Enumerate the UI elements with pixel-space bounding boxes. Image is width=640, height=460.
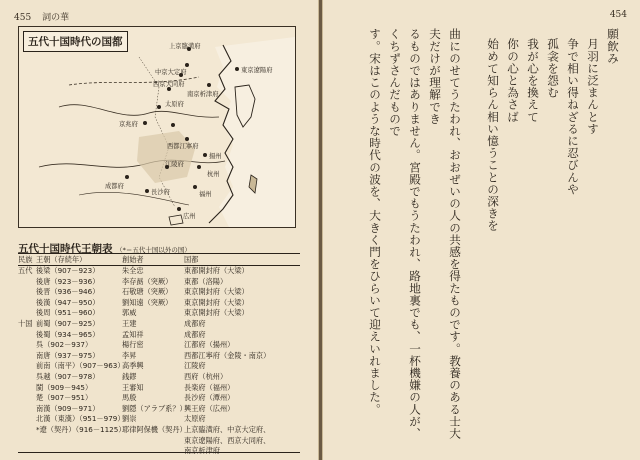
dynasty-cell: 呉越（907－978） xyxy=(36,371,100,381)
founder-cell: 耶律阿保機（契丹） xyxy=(122,424,187,434)
capital-cell: 上京臨潢府、中京大定府、 xyxy=(184,424,271,434)
running-head: 詞の華 xyxy=(42,13,70,23)
founder-cell: 孟知祥 xyxy=(122,329,144,339)
dynasty-cell: 後周（951－960） xyxy=(36,308,100,318)
capital-cell: 東京開封府（大梁） xyxy=(184,287,249,297)
capitals-map xyxy=(18,26,296,228)
map-city-label: 西京大同府 xyxy=(153,81,185,88)
dynasty-table-note: （*＝五代十国以外の国） xyxy=(116,246,191,254)
dynasty-cell: 閩（909－945） xyxy=(36,382,93,392)
poem-title: 願飲み xyxy=(606,28,620,65)
prose-line: す。宋はこのような時代の波を、大きく門をひらいて迎えいれました。 xyxy=(368,28,382,416)
poem-line: 孤衾を怨む xyxy=(546,38,560,99)
poem-line: 你の心と為さば xyxy=(506,38,520,123)
map-city-label: 上京臨潢府 xyxy=(169,43,201,50)
column-header-dynasty: 王朝（存続年） xyxy=(36,255,87,264)
dynasty-cell: 後梁（907－923） xyxy=(36,266,100,275)
map-city-label: 西都江寧府 xyxy=(167,143,199,150)
capital-cell: 成都府 xyxy=(184,318,206,328)
table-row xyxy=(18,351,300,362)
table-row xyxy=(18,425,300,436)
capital-cell: 興王府（広州） xyxy=(184,403,235,413)
map-city-label: 福州 xyxy=(199,191,212,198)
table-row xyxy=(18,404,300,415)
table-row xyxy=(18,330,300,341)
map-city-label: 揚州 xyxy=(209,153,222,160)
table-row xyxy=(18,298,300,309)
right-page-number: 454 xyxy=(609,10,627,20)
dynasty-table-title-text: 五代十国時代王朝表 xyxy=(18,243,113,255)
left-page-header xyxy=(14,10,69,23)
map-city-label: 太原府 xyxy=(165,101,184,108)
dynasty-cell: 後漢（947－950） xyxy=(36,297,100,307)
founder-cell: 楊行密 xyxy=(122,340,144,350)
map-city-label: 南京析津府 xyxy=(187,91,219,98)
prose-line: 曲にのせてうたわれ、おおぜいの人の共感を得たものです。教養のある士大夫だけが理解でき xyxy=(428,28,462,440)
capital-cell: 江陵府 xyxy=(184,361,206,371)
table-bottom-rule xyxy=(18,452,300,453)
stanza-gap xyxy=(465,28,483,448)
capital-cell: 東京遼陽府、西京大同府、 xyxy=(184,435,271,445)
ethnicity-cell: 五代 xyxy=(18,266,33,275)
dynasty-cell: 前南（南平）（907－963） xyxy=(36,361,125,371)
founder-cell: 朱全忠 xyxy=(122,266,144,275)
column-header-ethnicity: 民族 xyxy=(18,255,33,264)
dynasty-cell: 前蜀（907－925） xyxy=(36,318,100,328)
vertical-text-body xyxy=(365,28,623,448)
founder-cell: 王審知 xyxy=(122,382,144,392)
map-city-label: 成都府 xyxy=(105,183,124,190)
dynasty-table-header xyxy=(18,253,300,266)
capital-cell: 江都府（揚州） xyxy=(184,340,235,350)
poem-line: 始めて知らん相い憶うことの深きを xyxy=(486,38,500,232)
capital-cell: 西都江寧府（金陵・南京） xyxy=(184,350,271,360)
capital-cell: 南京析津府 xyxy=(184,446,220,456)
dynasty-table-body xyxy=(18,266,300,457)
capital-cell: 成都府 xyxy=(184,329,206,339)
founder-cell: 高季興 xyxy=(122,361,144,371)
capital-cell: 太原府 xyxy=(184,414,206,424)
left-page-number: 455 xyxy=(14,13,32,23)
founder-cell: 李存勗（突厥） xyxy=(122,276,173,286)
dynasty-cell: *遼（契丹）（916－1125） xyxy=(36,424,126,434)
poem-line: 我が心を換えて xyxy=(526,38,540,123)
dynasty-cell: 後蜀（934－965） xyxy=(36,329,100,339)
dynasty-cell: 後唐（923－936） xyxy=(36,276,100,286)
map-graphic xyxy=(19,27,295,227)
table-row xyxy=(18,308,300,319)
dynasty-cell: 南唐（937－975） xyxy=(36,350,100,360)
map-city-label: 杭州 xyxy=(207,171,220,178)
capital-cell: 東京開封府（大梁） xyxy=(184,297,249,307)
poem-line: 月羽に泛まんとす xyxy=(586,38,600,135)
column-header-capital: 国都 xyxy=(184,255,199,264)
founder-cell: 劉崇 xyxy=(122,414,137,424)
dynasty-cell: 南漢（909－971） xyxy=(36,403,100,413)
founder-cell: 王建 xyxy=(122,318,137,328)
map-city-label: 長沙府 xyxy=(151,189,170,196)
table-row xyxy=(18,436,300,447)
prose-line: るものではありません。宮殿でもうたわれ、路地裏でも、一杯機嫌の人が、くちずさんだもので xyxy=(388,28,422,440)
dynasty-cell: 後晋（936－946） xyxy=(36,287,100,297)
map-city-label: 東京遼陽府 xyxy=(241,67,273,74)
capital-cell: 東都開封府（大梁） xyxy=(184,266,249,275)
map-city-label: 江陵府 xyxy=(165,161,184,168)
map-title: 五代十国時代の国都 xyxy=(23,31,128,52)
left-page xyxy=(0,0,319,460)
founder-cell: 劉知遠（突厥） xyxy=(122,297,173,307)
table-row xyxy=(18,372,300,383)
table-row xyxy=(18,393,300,404)
map-city-label: 中京大定府 xyxy=(155,69,187,76)
ethnicity-cell: 十国 xyxy=(18,318,33,328)
capital-cell: 東京開封府（大梁） xyxy=(184,308,249,318)
map-city-label: 京兆府 xyxy=(119,121,138,128)
right-page xyxy=(322,0,640,460)
map-city-label: 広州 xyxy=(183,213,196,220)
table-row xyxy=(18,414,300,425)
column-header-founder: 創始者 xyxy=(122,255,144,264)
founder-cell: 李昇 xyxy=(122,350,137,360)
founder-cell: 劉隠（アラブ系？） xyxy=(122,403,187,413)
table-row xyxy=(18,319,300,330)
table-row xyxy=(18,383,300,394)
capital-cell: 長沙府（潭州） xyxy=(184,393,235,403)
dynasty-cell: 呉（902－937） xyxy=(36,340,93,350)
dynasty-cell: 楚（907－951） xyxy=(36,393,93,403)
table-row xyxy=(18,361,300,372)
capital-cell: 西府（杭州） xyxy=(184,371,228,381)
table-row xyxy=(18,340,300,351)
dynasty-cell: 北漢（東漢）（951－979） xyxy=(36,414,125,424)
capital-cell: 長楽府（福州） xyxy=(184,382,235,392)
table-row xyxy=(18,277,300,288)
table-row xyxy=(18,266,300,277)
founder-cell: 銭鏐 xyxy=(122,371,137,381)
founder-cell: 石敬瑭（突厥） xyxy=(122,287,173,297)
poem-line: 争で相い得ねざるに忍びんや xyxy=(566,38,580,196)
table-row xyxy=(18,287,300,298)
capital-cell: 東都（洛陽） xyxy=(184,276,228,286)
founder-cell: 郭威 xyxy=(122,308,137,318)
founder-cell: 馬殷 xyxy=(122,393,137,403)
